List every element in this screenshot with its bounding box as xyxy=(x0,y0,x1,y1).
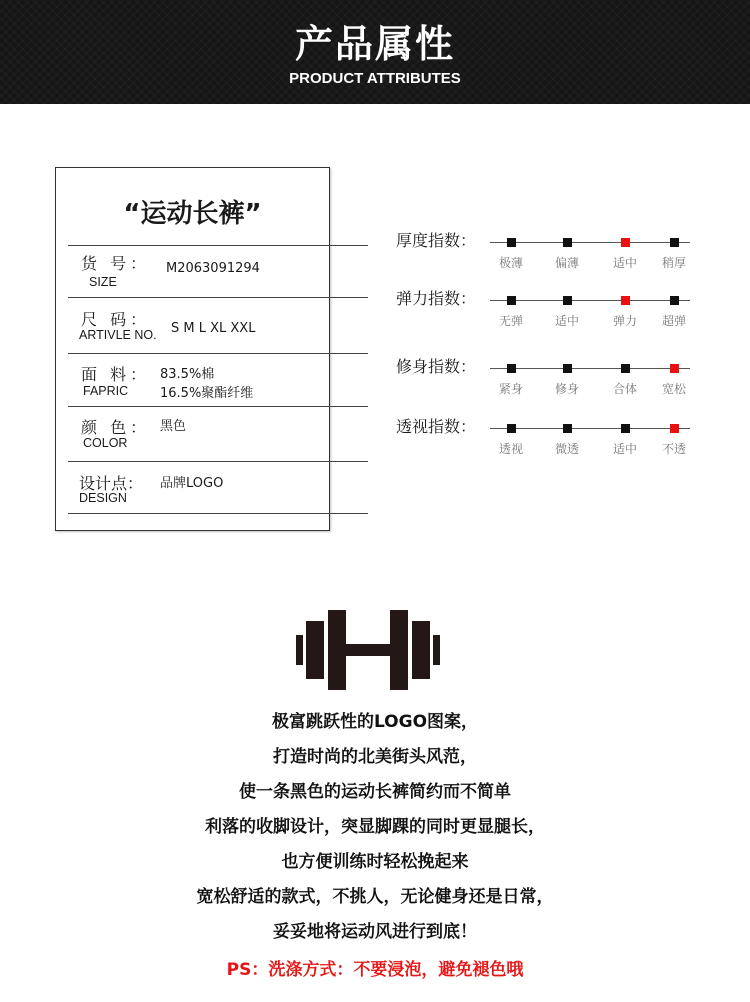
description-line: 使一条黑色的运动长裤简约而不简单 xyxy=(239,782,511,802)
index-option-label: 合体 xyxy=(612,382,637,396)
row-value: S M L XL XXL xyxy=(171,321,256,336)
description-line: 极富跳跃性的LOGO图案， xyxy=(271,712,479,732)
index-dot xyxy=(507,364,516,373)
index-option-label: 弹力 xyxy=(612,314,637,328)
index-label: 厚度指数： xyxy=(396,231,477,250)
index-option-label: 极薄 xyxy=(498,256,523,270)
index-option-label: 透视 xyxy=(498,442,523,456)
index-scale-line xyxy=(490,300,690,301)
row-label-en: COLOR xyxy=(83,436,128,450)
row-label-cn: 尺 码： xyxy=(81,310,151,329)
index-option-label: 适中 xyxy=(554,314,579,328)
index-dot xyxy=(507,296,516,305)
index-option-label: 偏薄 xyxy=(554,256,579,270)
row-label-cn: 设计点： xyxy=(79,474,144,493)
index-dot xyxy=(507,424,516,433)
header-banner xyxy=(0,0,750,104)
index-dot xyxy=(621,364,630,373)
index-label: 弹力指数： xyxy=(396,289,477,308)
index-option-label: 稍厚 xyxy=(661,256,686,270)
row-label-en: SIZE xyxy=(89,275,117,289)
row-label-en: FAPRIC xyxy=(83,384,129,398)
index-dot xyxy=(563,364,572,373)
description-line: 妥妥地将运动风进行到底！ xyxy=(273,922,477,942)
index-label: 修身指数： xyxy=(396,357,477,376)
row-value: 品牌LOGO xyxy=(160,476,224,491)
index-option-label: 微透 xyxy=(554,442,579,456)
card-divider xyxy=(68,513,368,514)
index-dot xyxy=(670,296,679,305)
row-label-cn: 货 号： xyxy=(81,254,151,273)
index-option-label: 不透 xyxy=(661,442,686,456)
index-option-label: 紧身 xyxy=(498,382,523,396)
index-dot xyxy=(507,238,516,247)
row-label-cn: 面 料： xyxy=(81,365,151,384)
banner-title: 产品属性 xyxy=(294,22,455,66)
row-value: 16.5%聚酯纤维 xyxy=(160,386,254,401)
index-scale-line xyxy=(490,368,690,369)
banner-subtitle: PRODUCT ATTRIBUTES xyxy=(289,70,461,87)
index-option-label: 宽松 xyxy=(661,382,686,396)
card-divider xyxy=(68,245,368,246)
index-option-label: 无弹 xyxy=(498,314,523,328)
description-line: 也方便训练时轻松挽起来 xyxy=(281,852,469,872)
card-divider xyxy=(68,297,368,298)
row-value: 83.5%棉 xyxy=(160,367,215,382)
description-line: 宽松舒适的款式，不挑人，无论健身还是日常， xyxy=(196,887,554,907)
index-dot-selected xyxy=(621,238,630,247)
card-divider xyxy=(68,461,368,462)
index-dot xyxy=(563,296,572,305)
row-label-cn: 颜 色： xyxy=(81,418,151,437)
product-label-card xyxy=(55,167,330,531)
index-option-label: 适中 xyxy=(612,442,637,456)
row-label-en: ARTIVLE NO. xyxy=(79,328,157,342)
index-scale-line xyxy=(490,242,690,243)
row-value: M2063091294 xyxy=(166,261,260,276)
card-title: “运动长裤” xyxy=(123,199,262,229)
description-line: 利落的收脚设计，突显脚踝的同时更显腿长， xyxy=(205,817,545,837)
index-label: 透视指数： xyxy=(396,417,477,436)
index-option-label: 适中 xyxy=(612,256,637,270)
index-dot-selected xyxy=(621,296,630,305)
index-dot xyxy=(621,424,630,433)
index-dot xyxy=(670,238,679,247)
index-dot xyxy=(563,238,572,247)
index-dot-selected xyxy=(670,364,679,373)
card-divider xyxy=(68,406,368,407)
description-line: 打造时尚的北美街头风范， xyxy=(273,747,477,767)
row-label-en: DESIGN xyxy=(79,491,127,505)
washing-note: PS：洗涤方式：不要浸泡，避免褪色哦 xyxy=(226,960,524,980)
index-scale-line xyxy=(490,428,690,429)
row-value: 黑色 xyxy=(160,419,187,434)
index-option-label: 超弹 xyxy=(661,314,686,328)
index-dot xyxy=(563,424,572,433)
index-option-label: 修身 xyxy=(554,382,579,396)
dumbbell-icon xyxy=(296,610,440,690)
card-divider xyxy=(68,353,368,354)
index-dot-selected xyxy=(670,424,679,433)
